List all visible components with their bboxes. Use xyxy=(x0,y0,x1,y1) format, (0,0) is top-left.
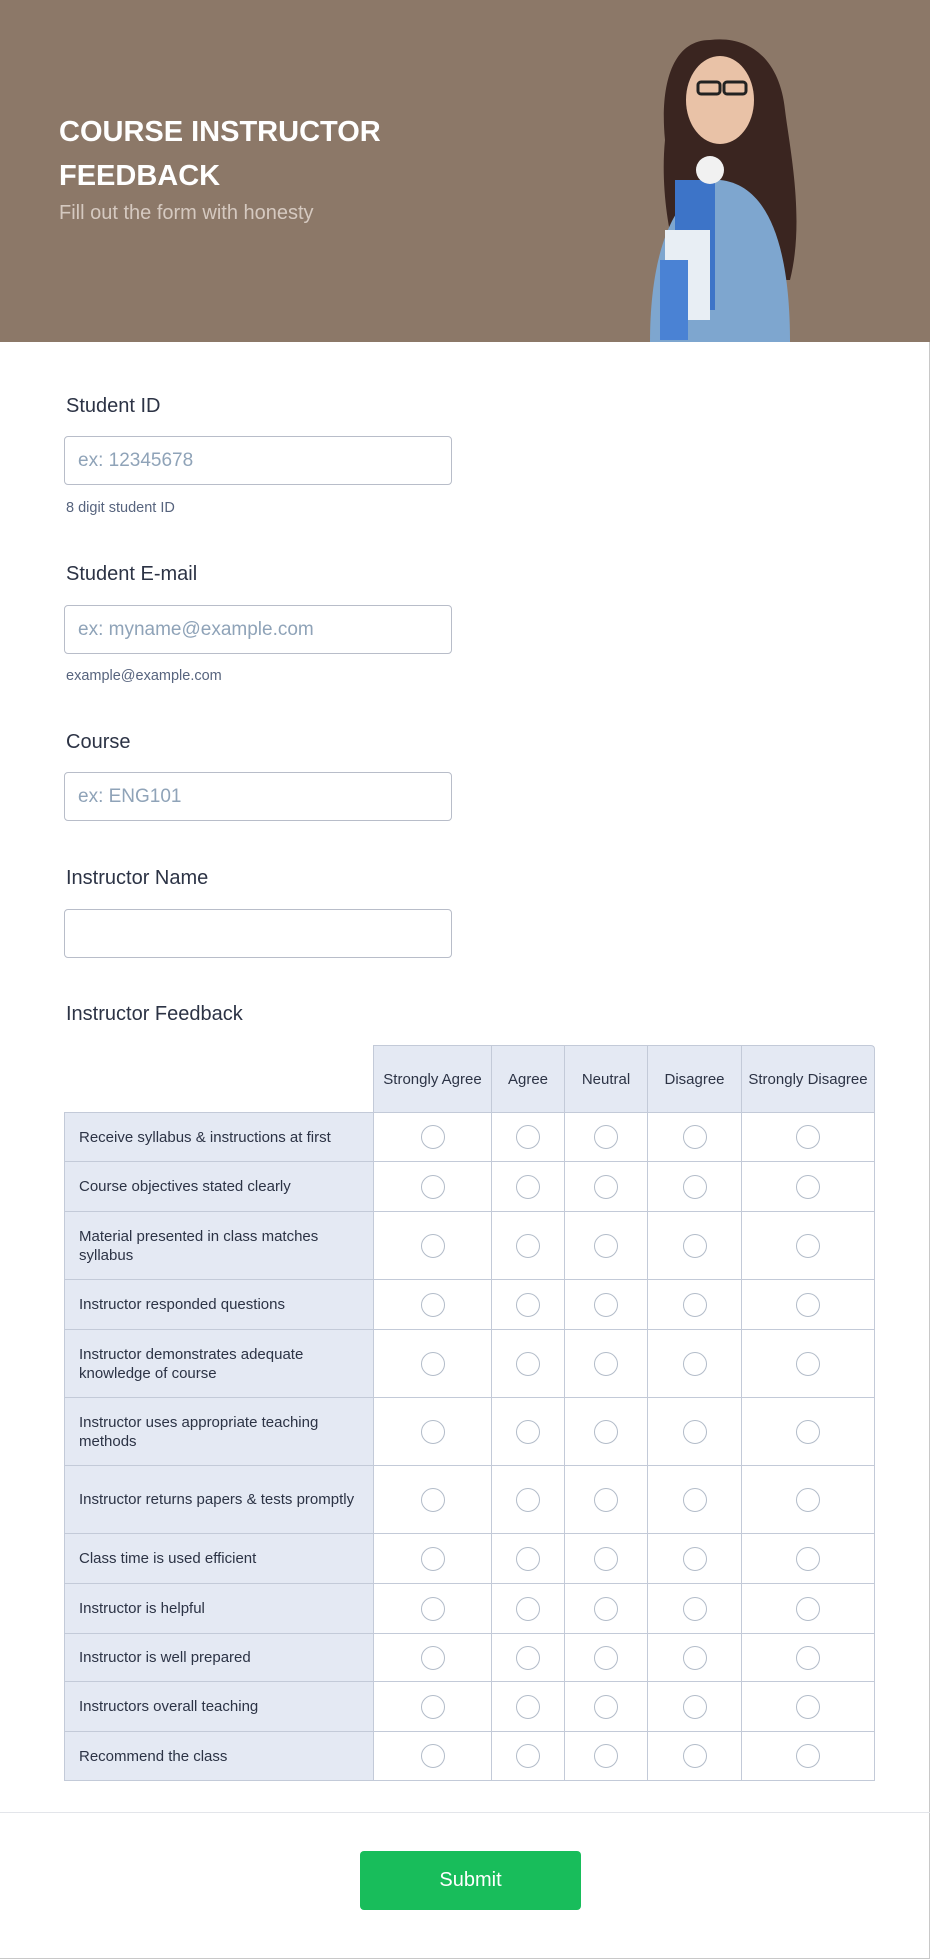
matrix-cell xyxy=(648,1330,742,1398)
matrix-cell xyxy=(565,1162,648,1212)
matrix-cell xyxy=(565,1280,648,1330)
matrix-cell xyxy=(374,1584,492,1634)
matrix-cell xyxy=(374,1732,492,1781)
matrix-cell xyxy=(742,1466,875,1534)
rating-radio[interactable] xyxy=(594,1234,618,1258)
student-id-label: Student ID xyxy=(66,395,161,417)
matrix-cell xyxy=(648,1634,742,1682)
instructor-name-input[interactable] xyxy=(64,909,452,958)
rating-radio[interactable] xyxy=(594,1646,618,1670)
rating-radio[interactable] xyxy=(421,1547,445,1571)
matrix-cell xyxy=(648,1212,742,1280)
form-title: COURSE INSTRUCTOR FEEDBACK xyxy=(59,116,381,192)
rating-radio[interactable] xyxy=(796,1125,820,1149)
matrix-cell xyxy=(374,1112,492,1162)
rating-radio[interactable] xyxy=(516,1352,540,1376)
matrix-cell xyxy=(374,1682,492,1732)
rating-radio[interactable] xyxy=(516,1646,540,1670)
rating-radio[interactable] xyxy=(796,1744,820,1768)
matrix-row xyxy=(64,1280,875,1330)
rating-radio[interactable] xyxy=(421,1293,445,1317)
rating-radio[interactable] xyxy=(516,1695,540,1719)
matrix-cell xyxy=(565,1212,648,1280)
rating-radio[interactable] xyxy=(796,1352,820,1376)
rating-radio[interactable] xyxy=(421,1744,445,1768)
matrix-row xyxy=(64,1212,875,1280)
rating-radio[interactable] xyxy=(516,1293,540,1317)
rating-radio[interactable] xyxy=(683,1695,707,1719)
rating-radio[interactable] xyxy=(683,1597,707,1621)
row-label: Instructor is helpful xyxy=(64,1584,374,1634)
matrix-cell xyxy=(648,1112,742,1162)
matrix-cell xyxy=(374,1330,492,1398)
matrix-cell xyxy=(648,1732,742,1781)
rating-radio[interactable] xyxy=(683,1744,707,1768)
matrix-cell xyxy=(492,1112,565,1162)
row-label: Receive syllabus & instructions at first xyxy=(64,1112,374,1162)
row-label: Instructor responded questions xyxy=(64,1280,374,1330)
rating-radio[interactable] xyxy=(796,1488,820,1512)
matrix-cell xyxy=(565,1112,648,1162)
student-email-hint: example@example.com xyxy=(66,668,222,684)
matrix-row xyxy=(64,1534,875,1584)
course-input[interactable] xyxy=(64,772,452,821)
rating-radio[interactable] xyxy=(516,1597,540,1621)
matrix-cell xyxy=(492,1732,565,1781)
matrix-cell xyxy=(374,1634,492,1682)
column-header: Disagree xyxy=(648,1045,742,1112)
course-label: Course xyxy=(66,731,131,753)
column-header: Agree xyxy=(492,1045,565,1112)
rating-radio[interactable] xyxy=(796,1695,820,1719)
matrix-cell xyxy=(742,1534,875,1584)
matrix-cell xyxy=(742,1682,875,1732)
row-label: Recommend the class xyxy=(64,1732,374,1781)
matrix-cell xyxy=(492,1584,565,1634)
matrix-row xyxy=(64,1330,875,1398)
rating-radio[interactable] xyxy=(516,1420,540,1444)
matrix-cell xyxy=(492,1682,565,1732)
rating-radio[interactable] xyxy=(594,1175,618,1199)
rating-radio[interactable] xyxy=(683,1175,707,1199)
rating-radio[interactable] xyxy=(594,1547,618,1571)
matrix-cell xyxy=(742,1634,875,1682)
rating-radio[interactable] xyxy=(683,1420,707,1444)
rating-radio[interactable] xyxy=(796,1597,820,1621)
matrix-cell xyxy=(492,1280,565,1330)
rating-radio[interactable] xyxy=(421,1695,445,1719)
matrix-cell xyxy=(492,1634,565,1682)
matrix-row xyxy=(64,1112,875,1162)
submit-button[interactable]: Submit xyxy=(360,1851,581,1910)
matrix-cell xyxy=(492,1330,565,1398)
row-label: Course objectives stated clearly xyxy=(64,1162,374,1212)
rating-radio[interactable] xyxy=(796,1293,820,1317)
rating-radio[interactable] xyxy=(421,1646,445,1670)
matrix-row xyxy=(64,1732,875,1781)
row-label: Material presented in class matches syllabus xyxy=(64,1212,374,1280)
matrix-cell xyxy=(565,1584,648,1634)
rating-radio[interactable] xyxy=(421,1488,445,1512)
rating-radio[interactable] xyxy=(421,1125,445,1149)
feedback-matrix xyxy=(64,1045,875,1781)
row-label: Instructor returns papers & tests promptly xyxy=(64,1466,374,1534)
rating-radio[interactable] xyxy=(516,1175,540,1199)
form-header xyxy=(0,0,930,342)
rating-radio[interactable] xyxy=(683,1125,707,1149)
rating-radio[interactable] xyxy=(516,1744,540,1768)
matrix-cell xyxy=(374,1280,492,1330)
matrix-cell xyxy=(648,1466,742,1534)
rating-radio[interactable] xyxy=(594,1125,618,1149)
rating-radio[interactable] xyxy=(594,1744,618,1768)
rating-radio[interactable] xyxy=(516,1488,540,1512)
row-label: Instructors overall teaching xyxy=(64,1682,374,1732)
matrix-cell xyxy=(742,1732,875,1781)
matrix-cell xyxy=(565,1534,648,1584)
rating-radio[interactable] xyxy=(683,1293,707,1317)
rating-radio[interactable] xyxy=(796,1646,820,1670)
column-header: Neutral xyxy=(565,1045,648,1112)
matrix-cell xyxy=(742,1162,875,1212)
rating-radio[interactable] xyxy=(683,1352,707,1376)
matrix-corner xyxy=(64,1045,374,1112)
student-email-label: Student E-mail xyxy=(66,563,198,585)
rating-radio[interactable] xyxy=(594,1352,618,1376)
matrix-cell xyxy=(742,1112,875,1162)
rating-radio[interactable] xyxy=(796,1547,820,1571)
rating-radio[interactable] xyxy=(683,1234,707,1258)
rating-radio[interactable] xyxy=(594,1488,618,1512)
rating-radio[interactable] xyxy=(421,1420,445,1444)
rating-radio[interactable] xyxy=(594,1293,618,1317)
matrix-cell xyxy=(742,1398,875,1466)
matrix-cell xyxy=(374,1466,492,1534)
rating-radio[interactable] xyxy=(683,1646,707,1670)
rating-radio[interactable] xyxy=(594,1420,618,1444)
matrix-cell xyxy=(648,1584,742,1634)
footer-divider xyxy=(0,1812,930,1813)
matrix-cell xyxy=(565,1330,648,1398)
matrix-cell xyxy=(742,1212,875,1280)
matrix-cell xyxy=(648,1398,742,1466)
rating-radio[interactable] xyxy=(683,1488,707,1512)
form-subtitle: Fill out the form with honesty xyxy=(59,202,314,224)
matrix-cell xyxy=(648,1162,742,1212)
matrix-cell xyxy=(742,1330,875,1398)
column-header: Strongly Disagree xyxy=(742,1045,875,1112)
matrix-row xyxy=(64,1466,875,1534)
rating-radio[interactable] xyxy=(594,1695,618,1719)
rating-radio[interactable] xyxy=(796,1234,820,1258)
matrix-cell xyxy=(742,1584,875,1634)
matrix-cell xyxy=(648,1534,742,1584)
row-label: Instructor demonstrates adequate knowledge of course xyxy=(64,1330,374,1398)
student-id-input[interactable] xyxy=(64,436,452,485)
instructor-feedback-label: Instructor Feedback xyxy=(66,1003,243,1025)
student-email-input[interactable] xyxy=(64,605,452,654)
rating-radio[interactable] xyxy=(683,1547,707,1571)
matrix-row xyxy=(64,1584,875,1634)
row-label: Instructor is well prepared xyxy=(64,1634,374,1682)
matrix-row xyxy=(64,1162,875,1212)
rating-radio[interactable] xyxy=(421,1234,445,1258)
matrix-row xyxy=(64,1682,875,1732)
rating-radio[interactable] xyxy=(796,1175,820,1199)
rating-radio[interactable] xyxy=(516,1125,540,1149)
student-id-hint: 8 digit student ID xyxy=(66,500,175,516)
rating-radio[interactable] xyxy=(421,1175,445,1199)
column-header: Strongly Agree xyxy=(374,1045,492,1112)
matrix-cell xyxy=(492,1398,565,1466)
instructor-name-label: Instructor Name xyxy=(66,867,209,889)
rating-radio[interactable] xyxy=(796,1420,820,1444)
rating-radio[interactable] xyxy=(594,1597,618,1621)
rating-radio[interactable] xyxy=(516,1234,540,1258)
matrix-cell xyxy=(648,1682,742,1732)
rating-radio[interactable] xyxy=(421,1352,445,1376)
matrix-cell xyxy=(374,1162,492,1212)
matrix-cell xyxy=(374,1534,492,1584)
matrix-row xyxy=(64,1398,875,1466)
matrix-cell xyxy=(565,1682,648,1732)
row-label: Instructor uses appropriate teaching methods xyxy=(64,1398,374,1466)
rating-radio[interactable] xyxy=(516,1547,540,1571)
matrix-row xyxy=(64,1634,875,1682)
matrix-cell xyxy=(374,1212,492,1280)
matrix-cell xyxy=(492,1212,565,1280)
matrix-cell xyxy=(648,1280,742,1330)
matrix-cell xyxy=(565,1466,648,1534)
rating-radio[interactable] xyxy=(421,1597,445,1621)
matrix-cell xyxy=(492,1534,565,1584)
matrix-cell xyxy=(374,1398,492,1466)
matrix-cell xyxy=(565,1634,648,1682)
matrix-cell xyxy=(565,1732,648,1781)
matrix-cell xyxy=(492,1466,565,1534)
student-photo xyxy=(590,20,840,342)
matrix-cell xyxy=(742,1280,875,1330)
matrix-cell xyxy=(492,1162,565,1212)
matrix-cell xyxy=(565,1398,648,1466)
row-label: Class time is used efficient xyxy=(64,1534,374,1584)
